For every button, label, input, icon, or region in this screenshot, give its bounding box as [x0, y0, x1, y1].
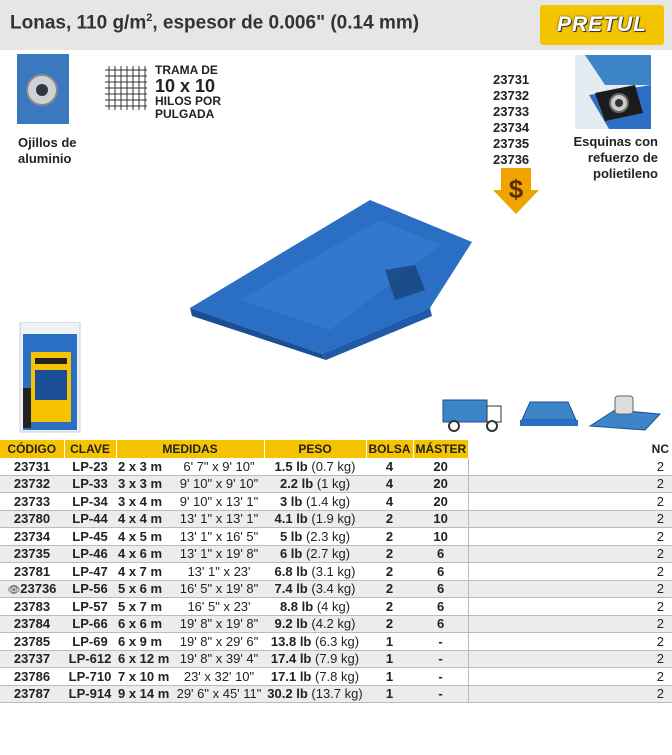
peso-kg: (7.9 kg)	[315, 651, 360, 667]
cell-bolsa: 2	[366, 615, 413, 633]
cell-master: -	[413, 668, 469, 686]
peso-kg: (13.7 kg)	[311, 686, 363, 702]
cell-clave: LP-45	[64, 528, 116, 546]
col-codigo: CÓDIGO	[0, 440, 64, 458]
product-code: 23733	[493, 104, 530, 119]
peso-lb: 6.8 lb	[274, 563, 308, 579]
cell-peso	[264, 458, 366, 475]
peso-kg: (7.8 kg)	[315, 668, 360, 684]
cell-nc: 2	[649, 633, 671, 651]
cell-codigo	[0, 598, 64, 616]
col-clave: CLAVE	[64, 440, 116, 458]
eyelet-caption-line-1: Ojillos de	[18, 135, 77, 150]
cell-medida: 4 x 4 m	[116, 510, 174, 528]
ground-cover-icon	[590, 396, 660, 430]
peso-lb: 17.4 lb	[270, 651, 312, 667]
product-table	[0, 440, 672, 703]
cell-master: 6	[413, 545, 469, 563]
product-code-list	[493, 72, 529, 168]
cell-blank	[469, 510, 649, 528]
cell-medida: 3 x 4 m	[116, 493, 174, 511]
codigo-value: 23732	[13, 476, 51, 492]
eyelet-caption-line-2: aluminio	[18, 151, 72, 166]
cell-medida: 5 x 7 m	[116, 598, 174, 616]
cell-master: 6	[413, 580, 469, 598]
price-symbol: $	[508, 174, 524, 204]
product-code: 23735	[493, 136, 530, 151]
cell-peso	[264, 493, 366, 511]
truck-icon	[443, 400, 501, 431]
cell-bolsa: 2	[366, 563, 413, 581]
cell-codigo	[0, 510, 64, 528]
cell-medida: 9 x 14 m	[116, 685, 174, 703]
cell-peso	[264, 545, 366, 563]
table-row	[0, 545, 672, 563]
cell-nc: 2	[649, 685, 671, 703]
title-text-rest: , espesor de 0.006" (0.14 mm)	[152, 12, 420, 34]
cell-blank	[469, 598, 649, 616]
brand-logo	[540, 5, 664, 45]
cell-nc: 2	[649, 493, 671, 511]
col-master: MÁSTER	[413, 440, 469, 458]
cell-peso	[264, 650, 366, 668]
cell-codigo	[0, 615, 64, 633]
peso-lb: 6 lb	[279, 546, 303, 562]
codigo-value: 23731	[13, 458, 51, 474]
cell-bolsa: 2	[366, 598, 413, 616]
codigo-value: 23783	[13, 598, 51, 614]
cell-clave: LP-710	[64, 668, 116, 686]
peso-lb: 7.4 lb	[274, 581, 308, 597]
peso-kg: (3.4 kg)	[311, 581, 356, 597]
codigo-value: 23735	[13, 546, 51, 562]
cell-imperial: 6' 7" x 9' 10"	[174, 458, 264, 475]
table-row	[0, 458, 672, 475]
codigo-value: 23737	[13, 651, 51, 667]
cell-imperial: 16' 5" x 19' 8"	[174, 580, 264, 598]
cell-nc: 2	[649, 458, 671, 475]
eyelet-hole-icon	[36, 84, 48, 96]
cell-clave: LP-34	[64, 493, 116, 511]
peso-lb: 8.8 lb	[279, 598, 314, 614]
col-bolsa: BOLSA	[366, 440, 413, 458]
table-row	[0, 633, 672, 651]
codigo-value: 23780	[13, 511, 51, 527]
cell-medida: 6 x 12 m	[116, 650, 174, 668]
cell-bolsa: 2	[366, 580, 413, 598]
peso-kg: (1.4 kg)	[305, 493, 351, 509]
cell-blank	[469, 528, 649, 546]
codigo-value: 23786	[13, 668, 51, 684]
cell-nc: 2	[649, 563, 671, 581]
col-medidas: MEDIDAS	[116, 440, 264, 458]
codigo-value: 23733	[13, 493, 51, 509]
cell-master: 20	[413, 458, 469, 475]
cell-blank	[469, 650, 649, 668]
covered-goods-icon	[520, 402, 578, 426]
title-superscript: 2	[146, 12, 153, 24]
mesh-grid-icon	[105, 66, 147, 110]
cell-master: 10	[413, 528, 469, 546]
cell-clave: LP-57	[64, 598, 116, 616]
cell-codigo	[0, 493, 64, 511]
col-nc: NC	[649, 440, 671, 458]
peso-lb: 1.5 lb	[274, 458, 308, 474]
cell-clave: LP-56	[64, 580, 116, 598]
tarp-image	[180, 190, 480, 360]
eyelet-thumbnail	[17, 54, 69, 124]
cell-blank	[469, 458, 649, 475]
peso-kg: (2.7 kg)	[305, 546, 351, 562]
corner-caption-line-2: refuerzo de	[587, 150, 658, 165]
peso-lb: 5 lb	[279, 528, 303, 544]
peso-kg: (1.9 kg)	[311, 511, 356, 527]
corner-caption-line-3: polietileno	[593, 166, 658, 181]
cell-nc: 2	[649, 615, 671, 633]
cell-nc: 2	[649, 545, 671, 563]
cell-peso	[264, 685, 366, 703]
price-arrow-icon	[493, 168, 539, 214]
cell-master: -	[413, 650, 469, 668]
cell-imperial: 13' 1" x 13' 1"	[174, 510, 264, 528]
cell-peso	[264, 598, 366, 616]
product-code: 23731	[493, 72, 530, 87]
eye-icon: 👁	[7, 585, 21, 597]
codigo-value: 23785	[13, 633, 51, 649]
peso-lb: 3 lb	[279, 493, 303, 509]
peso-lb: 2.2 lb	[279, 476, 314, 492]
peso-kg: (0.7 kg)	[311, 458, 356, 474]
cell-imperial: 9' 10" x 9' 10"	[174, 475, 264, 493]
table-row	[0, 510, 672, 528]
peso-lb: 30.2 lb	[267, 686, 308, 702]
eyelet-ring-icon	[26, 74, 58, 106]
table-row	[0, 563, 672, 581]
cell-peso	[264, 615, 366, 633]
peso-lb: 13.8 lb	[270, 633, 312, 649]
cell-peso	[264, 668, 366, 686]
mesh-spec-line-4: PULGADA	[155, 107, 215, 121]
mesh-spec	[155, 64, 221, 121]
cell-bolsa: 2	[366, 545, 413, 563]
peso-lb: 9.2 lb	[274, 616, 308, 632]
cell-clave: LP-47	[64, 563, 116, 581]
table-row	[0, 668, 672, 686]
codigo-value: 23734	[13, 528, 51, 544]
cell-imperial: 13' 1" x 23'	[174, 563, 264, 581]
cell-medida: 4 x 7 m	[116, 563, 174, 581]
cell-imperial: 23' x 32' 10"	[174, 668, 264, 686]
cell-nc: 2	[649, 650, 671, 668]
cell-nc: 2	[649, 510, 671, 528]
table-header-row	[0, 440, 672, 458]
cell-nc: 2	[649, 475, 671, 493]
cell-medida: 2 x 3 m	[116, 458, 174, 475]
cell-imperial: 9' 10" x 13' 1"	[174, 493, 264, 511]
cell-blank	[469, 685, 649, 703]
cell-blank	[469, 668, 649, 686]
cell-codigo	[0, 685, 64, 703]
cell-clave: LP-612	[64, 650, 116, 668]
cell-blank	[469, 545, 649, 563]
codigo-value: 23784	[13, 616, 51, 632]
cell-clave: LP-914	[64, 685, 116, 703]
table-row	[0, 685, 672, 703]
peso-kg: (4.2 kg)	[311, 616, 356, 632]
product-code: 23732	[493, 88, 530, 103]
corner-caption	[565, 134, 658, 182]
table-row	[0, 650, 672, 668]
cell-codigo	[0, 475, 64, 493]
cell-bolsa: 1	[366, 668, 413, 686]
cell-clave: LP-44	[64, 510, 116, 528]
cell-master: -	[413, 685, 469, 703]
cell-medida: 6 x 6 m	[116, 615, 174, 633]
cell-imperial: 13' 1" x 19' 8"	[174, 545, 264, 563]
codigo-value: 23781	[13, 563, 51, 579]
cell-master: 20	[413, 475, 469, 493]
table-row	[0, 598, 672, 616]
cell-clave: LP-46	[64, 545, 116, 563]
cell-imperial: 19' 8" x 39' 4"	[174, 650, 264, 668]
corner-thumbnail	[575, 55, 651, 129]
cell-peso	[264, 563, 366, 581]
cell-medida: 7 x 10 m	[116, 668, 174, 686]
cell-codigo	[0, 668, 64, 686]
cell-bolsa: 4	[366, 475, 413, 493]
cell-codigo	[0, 528, 64, 546]
cell-peso	[264, 475, 366, 493]
cell-nc: 2	[649, 668, 671, 686]
codigo-value: 23736	[20, 581, 57, 597]
cell-nc: 2	[649, 598, 671, 616]
cell-codigo	[0, 563, 64, 581]
cell-medida: 5 x 6 m	[116, 580, 174, 598]
peso-kg: (2.3 kg)	[305, 528, 351, 544]
eyelet-caption	[18, 135, 77, 167]
col-peso: PESO	[264, 440, 366, 458]
cell-bolsa: 4	[366, 493, 413, 511]
table-row	[0, 475, 672, 493]
cell-master: 6	[413, 615, 469, 633]
cell-master: -	[413, 633, 469, 651]
cell-clave: LP-69	[64, 633, 116, 651]
mesh-spec-line-1: TRAMA DE	[155, 63, 218, 77]
mesh-spec-value: 10 x 10	[155, 76, 216, 96]
cell-imperial: 16' 5" x 23'	[174, 598, 264, 616]
cell-clave: LP-66	[64, 615, 116, 633]
cell-master: 10	[413, 510, 469, 528]
peso-kg: (1 kg)	[316, 476, 351, 492]
peso-kg: (3.1 kg)	[311, 563, 356, 579]
table-row	[0, 528, 672, 546]
peso-kg: (4 kg)	[316, 598, 351, 614]
cell-codigo	[0, 458, 64, 475]
title-text: Lonas, 110 g/m	[10, 12, 147, 34]
cell-blank	[469, 563, 649, 581]
peso-lb: 4.1 lb	[274, 511, 308, 527]
cell-codigo	[0, 580, 64, 598]
cell-bolsa: 2	[366, 510, 413, 528]
cell-codigo	[0, 650, 64, 668]
peso-lb: 17.1 lb	[270, 668, 312, 684]
peso-kg: (6.3 kg)	[315, 633, 360, 649]
mesh-spec-line-3: HILOS POR	[155, 94, 222, 108]
page-title	[10, 12, 419, 34]
cell-bolsa: 1	[366, 650, 413, 668]
brand-name: PRETUL	[557, 13, 647, 36]
cell-medida: 3 x 3 m	[116, 475, 174, 493]
cell-master: 6	[413, 563, 469, 581]
cell-medida: 6 x 9 m	[116, 633, 174, 651]
usage-icons	[440, 390, 665, 438]
product-code: 23736	[493, 152, 530, 167]
cell-bolsa: 4	[366, 458, 413, 475]
cell-clave: LP-33	[64, 475, 116, 493]
cell-peso	[264, 580, 366, 598]
cell-imperial: 19' 8" x 19' 8"	[174, 615, 264, 633]
product-info	[0, 50, 672, 438]
codigo-value: 23787	[13, 686, 51, 702]
table-row	[0, 493, 672, 511]
cell-blank	[469, 615, 649, 633]
cell-peso	[264, 510, 366, 528]
corner-caption-line-1: Esquinas con	[573, 134, 658, 149]
table-row	[0, 580, 672, 598]
cell-imperial: 29' 6" x 45' 11"	[174, 685, 264, 703]
cell-peso	[264, 633, 366, 651]
cell-codigo	[0, 633, 64, 651]
col-blank	[469, 440, 649, 458]
cell-codigo	[0, 545, 64, 563]
cell-blank	[469, 633, 649, 651]
cell-bolsa: 2	[366, 528, 413, 546]
table-row	[0, 615, 672, 633]
cell-master: 20	[413, 493, 469, 511]
cell-imperial: 19' 8" x 29' 6"	[174, 633, 264, 651]
cell-medida: 4 x 6 m	[116, 545, 174, 563]
cell-medida: 4 x 5 m	[116, 528, 174, 546]
cell-nc: 2	[649, 528, 671, 546]
product-code: 23734	[493, 120, 530, 135]
cell-peso	[264, 528, 366, 546]
cell-nc: 2	[649, 580, 671, 598]
package-image	[17, 322, 83, 434]
cell-blank	[469, 475, 649, 493]
cell-blank	[469, 493, 649, 511]
cell-master: 6	[413, 598, 469, 616]
title-bar	[0, 0, 672, 50]
cell-blank	[469, 580, 649, 598]
cell-bolsa: 1	[366, 685, 413, 703]
cell-clave: LP-23	[64, 458, 116, 475]
cell-imperial: 13' 1" x 16' 5"	[174, 528, 264, 546]
cell-bolsa: 1	[366, 633, 413, 651]
reinforced-corner-icon	[575, 55, 651, 129]
